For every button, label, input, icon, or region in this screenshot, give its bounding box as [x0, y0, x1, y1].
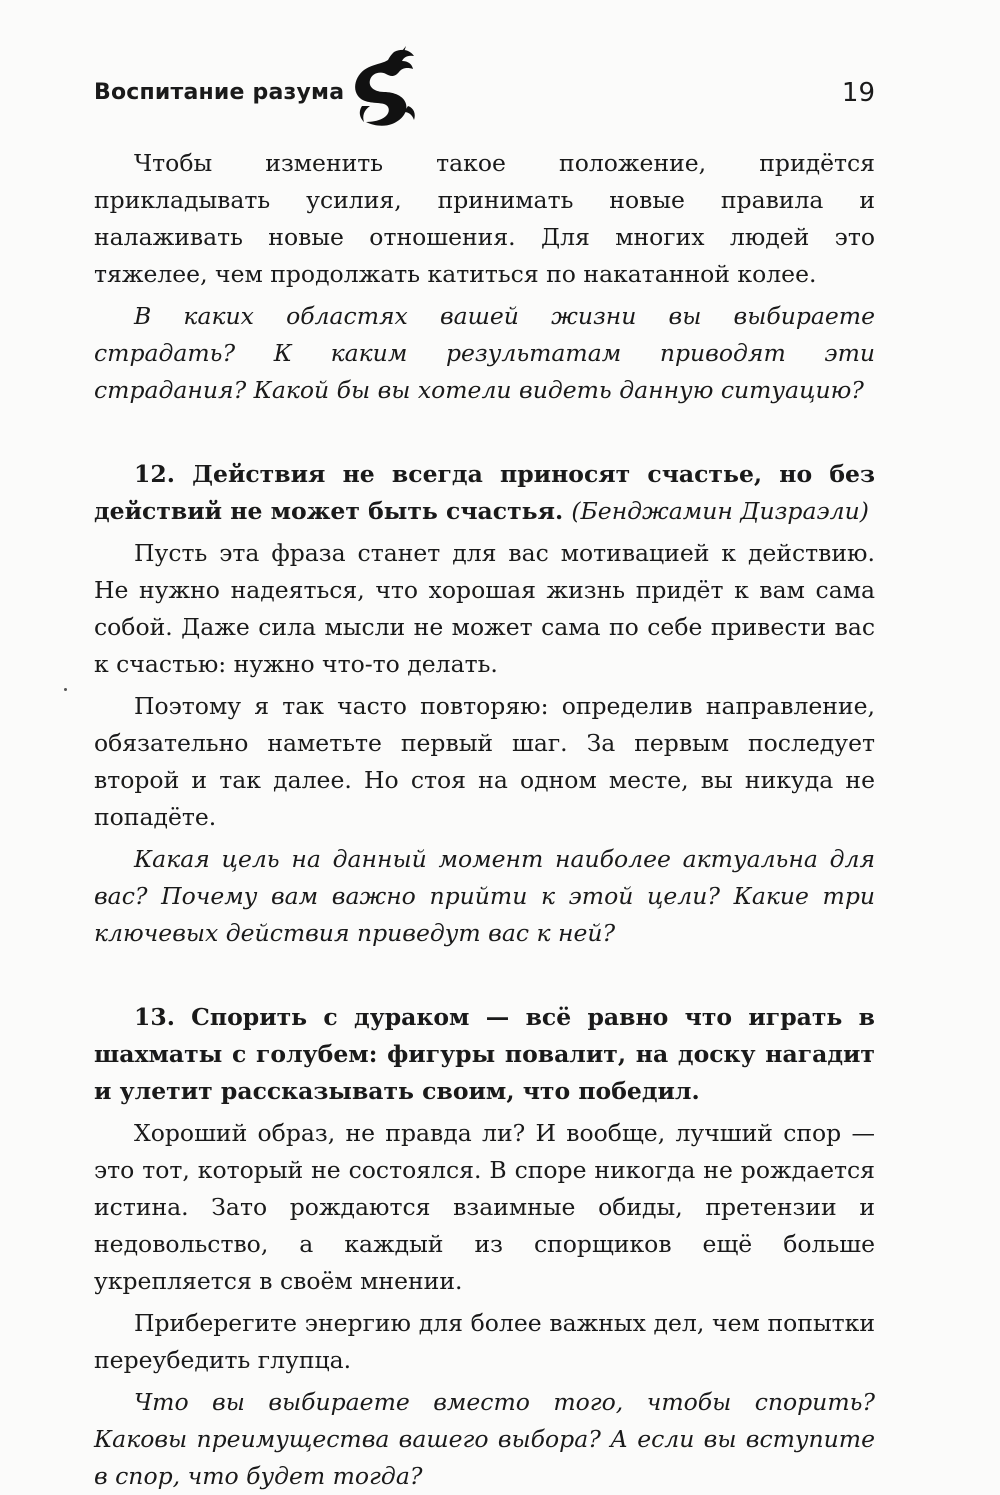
running-title: Воспитание разума — [94, 80, 345, 105]
print-speck — [64, 688, 67, 691]
quote-attribution: (Бенджамин Дизраэли) — [571, 497, 869, 525]
section-heading-12 — [94, 456, 875, 530]
paragraph: Приберегите энергию для более важных дел, чем попытки переубедить глупца. — [94, 1309, 875, 1374]
page-header — [94, 70, 875, 130]
heading-title: 12. Действия не всегда приносят счастье, но без действий не может быть счастья. — [94, 460, 875, 525]
page-number: 19 — [841, 78, 875, 108]
dragon-icon — [350, 46, 418, 130]
page-body — [94, 145, 875, 1495]
reflection-question: Что вы выбираете вместо того, чтобы спорить? Каковы преимущества вашего выбора? А если вы вступите в спор, что будет тогда? — [94, 1388, 875, 1490]
paragraph: Поэтому я так часто повторяю: определив направление, обязательно наметьте первый шаг. За первым последует второй и так далее. Но стоя на одном месте, вы никуда не попадёте. — [94, 692, 875, 831]
paragraph: Пусть эта фраза станет для вас мотивацией к действию. Не нужно надеяться, что хорошая жизнь придёт к вам сама собой. Даже сила мысли не может сама по себе привести вас к счастью: нужно что-то делать. — [94, 539, 875, 678]
paragraph: Хороший образ, не правда ли? И вообще, лучший спор — это тот, который не состоялся. В споре никогда не рождается истина. Зато рождаются взаимные обиды, претензии и недовольство, а каждый из спорщиков ещё больше укрепляется в своём мнении. — [94, 1119, 875, 1295]
reflection-question: В каких областях вашей жизни вы выбираете страдать? К каким результатам приводят эти страдания? Какой бы вы хотели видеть данную ситуацию? — [94, 302, 875, 404]
section-heading-13: 13. Спорить с дураком — всё равно что играть в шахматы с голубем: фигуры повалит, на доску нагадит и улетит рассказывать своим, что победил. — [94, 1003, 875, 1105]
paragraph: Чтобы изменить такое положение, придётся прикладывать усилия, принимать новые правила и налаживать новые отношения. Для многих людей это тяжелее, чем продолжать катиться по накатанной колее. — [94, 149, 875, 288]
reflection-question: Какая цель на данный момент наиболее актуальна для вас? Почему вам важно прийти к этой цели? Какие три ключевых действия приведут вас к ней? — [94, 845, 875, 947]
